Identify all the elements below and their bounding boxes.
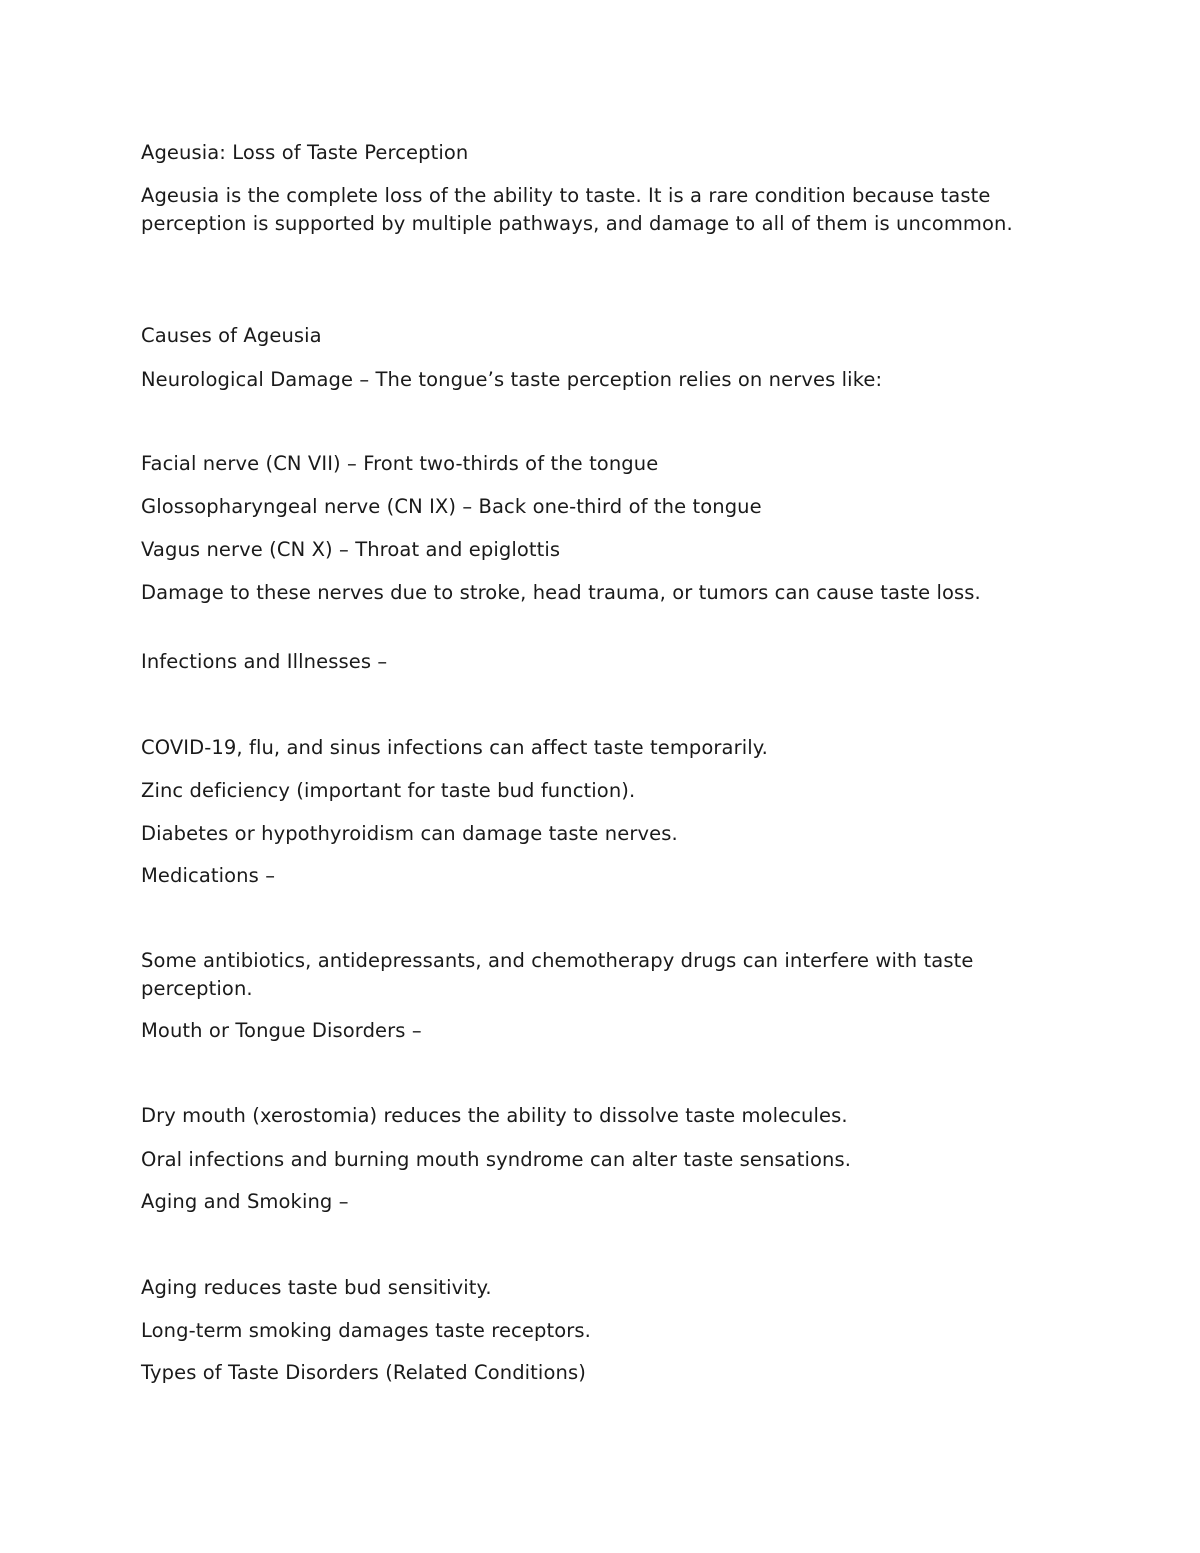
- aging-heading: Aging and Smoking –: [141, 1190, 349, 1213]
- nerve-facial-item: Facial nerve (CN VII) – Front two-thirds of the tongue: [141, 452, 659, 475]
- medications-heading: Medications –: [141, 864, 276, 887]
- document-title: Ageusia: Loss of Taste Perception: [141, 141, 469, 164]
- smoking-item: Long-term smoking damages taste receptors.: [141, 1319, 591, 1342]
- neurological-heading: Neurological Damage – The tongue’s taste perception relies on nerves like:: [141, 368, 883, 391]
- mouth-dry-item: Dry mouth (xerostomia) reduces the ability to dissolve taste molecules.: [141, 1104, 848, 1127]
- infections-heading: Infections and Illnesses –: [141, 650, 388, 673]
- intro-paragraph: Ageusia is the complete loss of the ability to taste. It is a rare condition because taste perception is supported by multiple pathways, and damage to all of them is uncommon.: [141, 184, 1013, 235]
- mouth-disorders-heading: Mouth or Tongue Disorders –: [141, 1019, 422, 1042]
- infection-zinc-item: Zinc deficiency (important for taste bud function).: [141, 779, 636, 802]
- nerve-glossopharyngeal-item: Glossopharyngeal nerve (CN IX) – Back one-third of the tongue: [141, 495, 762, 518]
- causes-heading: Causes of Ageusia: [141, 324, 322, 347]
- aging-item: Aging reduces taste bud sensitivity.: [141, 1276, 492, 1299]
- types-heading: Types of Taste Disorders (Related Conditions): [141, 1361, 586, 1384]
- infection-covid-item: COVID-19, flu, and sinus infections can affect taste temporarily.: [141, 736, 768, 759]
- nerve-vagus-item: Vagus nerve (CN X) – Throat and epiglottis: [141, 538, 561, 561]
- infection-diabetes-item: Diabetes or hypothyroidism can damage taste nerves.: [141, 822, 678, 845]
- nerve-damage-paragraph: Damage to these nerves due to stroke, head trauma, or tumors can cause taste loss.: [141, 581, 981, 604]
- medications-paragraph: Some antibiotics, antidepressants, and chemotherapy drugs can interfere with taste perception.: [141, 949, 974, 1000]
- mouth-oral-item: Oral infections and burning mouth syndrome can alter taste sensations.: [141, 1148, 852, 1171]
